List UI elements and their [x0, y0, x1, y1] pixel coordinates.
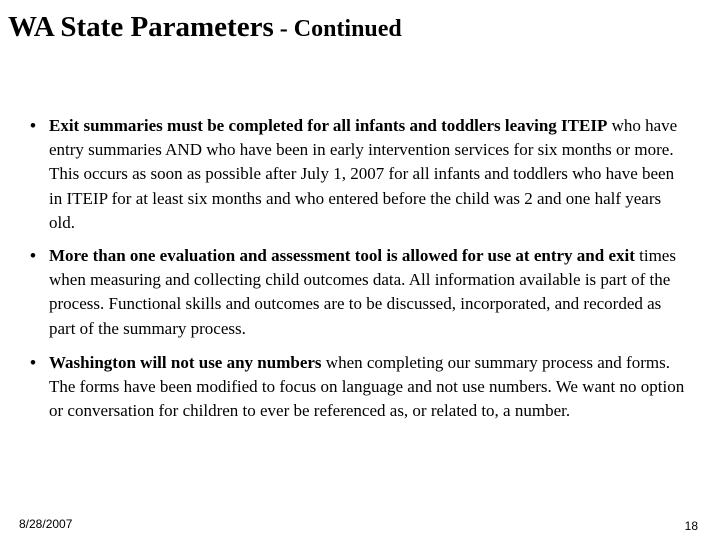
bullet-dot-icon: •: [30, 246, 36, 266]
bullet-text: times when measuring and collecting child outcomes data. All information available is part of the process. Functional skills and outcomes are to be discussed, incorporated, and recorded as part of the summary process.: [49, 246, 676, 338]
bullet-dot-icon: •: [30, 116, 36, 135]
slide-title-main: WA State Parameters: [8, 11, 274, 43]
footer-date: 8/28/2007: [19, 517, 73, 531]
bullet-list: [30, 114, 690, 432]
bullet-item-no-numbers: [30, 351, 690, 424]
bullet-text: when completing our summary process and forms. The forms have been modified to focus on language and not use numbers. We want no option or conversation for children to ever be referenced as, or related to, a number.: [49, 352, 685, 421]
slide-title-subtitle: - Continued: [273, 16, 402, 42]
footer-page-number: 18: [684, 519, 698, 533]
slide-title: [8, 6, 402, 45]
bullet-text: who have entry summaries AND who have been in early intervention services for six months or more. This occurs as soon as possible after July 1, 2007 for all infants and toddlers who have been in ITEIP for at least six months and who entered before the child was 2 and one half years old.: [49, 116, 678, 232]
bullet-bold-text: More than one evaluation and assessment tool is allowed for use at entry and exit: [49, 246, 635, 266]
bullet-item-exit-summaries: [30, 114, 690, 235]
bullet-dot-icon: •: [30, 352, 36, 372]
bullet-bold-text: Washington will not use any numbers: [49, 352, 322, 372]
bullet-item-evaluation-tools: [30, 244, 690, 341]
bullet-bold-text: Exit summaries must be completed for all infants and toddlers leaving ITEIP: [49, 116, 608, 135]
